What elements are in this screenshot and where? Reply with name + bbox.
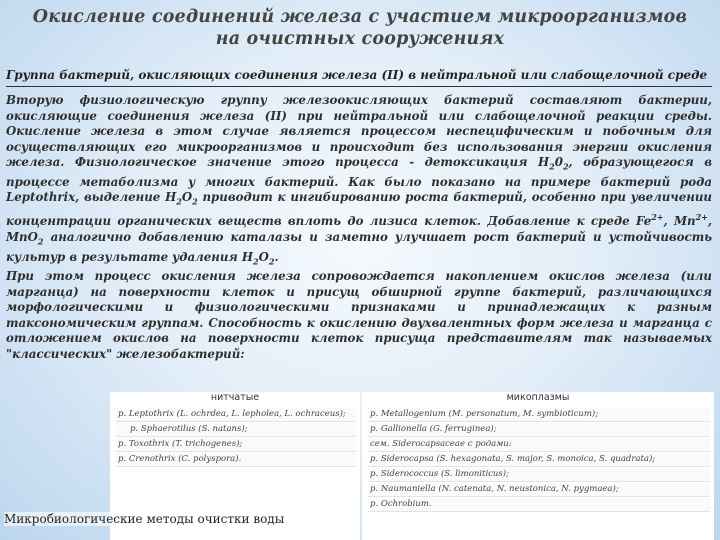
text-segment: , MnO [6, 214, 712, 244]
subscript: 2 [562, 161, 569, 172]
superscript: 2+ [651, 212, 664, 223]
section-subtitle: Группа бактерий, окисляющих соединения железа (II) в нейтральной или слабощелочной среде [6, 68, 708, 82]
table-header-mycoplasmas: микоплазмы [362, 392, 714, 406]
body-text [6, 93, 712, 362]
text-segment: , Mn [663, 214, 696, 229]
list-item: p. Crenothrix (C. polyspora). [116, 453, 356, 467]
subscript: 2 [253, 255, 259, 266]
list-item: p. Leptothrix (L. ochrdeа, L. lepholea, L. ochraceus); [116, 408, 356, 422]
subscript: 2 [268, 255, 275, 266]
list-item: p. Siderocapsa (S. hexagonata, S. major, S. monoica, S. quadrata); [368, 453, 710, 467]
list-item: p. Gallionella (G. ferruginea); [368, 423, 710, 437]
table-header-filamentous: нитчатые [110, 392, 360, 406]
subtitle-underline [6, 86, 712, 87]
text-segment: приводит к ингибированию роста бактерий, особенно при увеличении концентрации органических веществ вплоть до лизиса клеток. Добавление к среде Fe [6, 190, 712, 229]
subscript: 2 [37, 236, 44, 246]
text-segment: O [258, 249, 269, 264]
text-segment: 0 [554, 155, 563, 169]
paragraph-1 [6, 93, 712, 269]
subscript: 2 [192, 196, 198, 207]
title-line-2: на очистных сооружениях [215, 29, 505, 49]
list-item: p. Siderococcus (S. limoniticus); [368, 468, 710, 482]
list-item: p. Toxothrix (T. trichogenes); [116, 438, 356, 452]
list-item: p. Ochrobium. [368, 498, 710, 512]
text-segment: O [181, 190, 193, 205]
text-segment: Вторую физиологическую группу железоокисляющих бактерий составляют бактерии, окисляющие соединения железа (II) при нейтральной или слабощелочной реакции среды. Окисление железа в этом случае является процессом неспецифическим и побочным для осуществляющих его микроорганизмов и происходит без использования энергии окисления железа. Физиологическое значение этого процесса - детоксикация H [6, 93, 712, 169]
bacteria-list-mycoplasmas [368, 408, 710, 513]
subscript: 2 [176, 196, 182, 207]
list-item: сем. Siderocapsaceae с родами: [368, 438, 710, 452]
text-segment: аналогично добавлению каталазы и заметно улучшает рост бактерий и устойчивость культур в результате удаления H [6, 229, 712, 264]
text-segment: , образующегося в процессе метаболизма у многих бактерий. Как было показано на примере бактерий рода Leptothrix, выделение H [6, 155, 712, 205]
superscript: 2+ [695, 212, 708, 223]
footer-caption: Микробиологические методы очистки воды [4, 512, 285, 526]
bacteria-list-filamentous [116, 408, 356, 468]
paragraph-2: При этом процесс окисления железа сопровождается накоплением окислов железа (или марганца) на поверхности клеток и присущ обширной группе бактерий, различающихся морфологическими и физиологическими признаками и принадлежащих к разным таксономическим группам. Способность к окислению двухвалентных форм железа и марганца с отложением окислов на поверхности клеток присуща представителям так называемых "классических" железобактерий: [6, 269, 712, 361]
text-segment: . [274, 249, 279, 264]
title-line-1: Окисление соединений железа с участием микроорганизмов [32, 7, 688, 27]
list-item: p. Metallogenium (M. personatum, M. symbioticum); [368, 408, 710, 422]
list-item: p. Naumaniella (N. catenata, N. neustonica, N. pygmaea); [368, 483, 710, 497]
subscript: 2 [549, 161, 555, 172]
slide-title [0, 6, 720, 50]
list-item: p. Sphaerotilus (S. natans); [116, 423, 356, 437]
